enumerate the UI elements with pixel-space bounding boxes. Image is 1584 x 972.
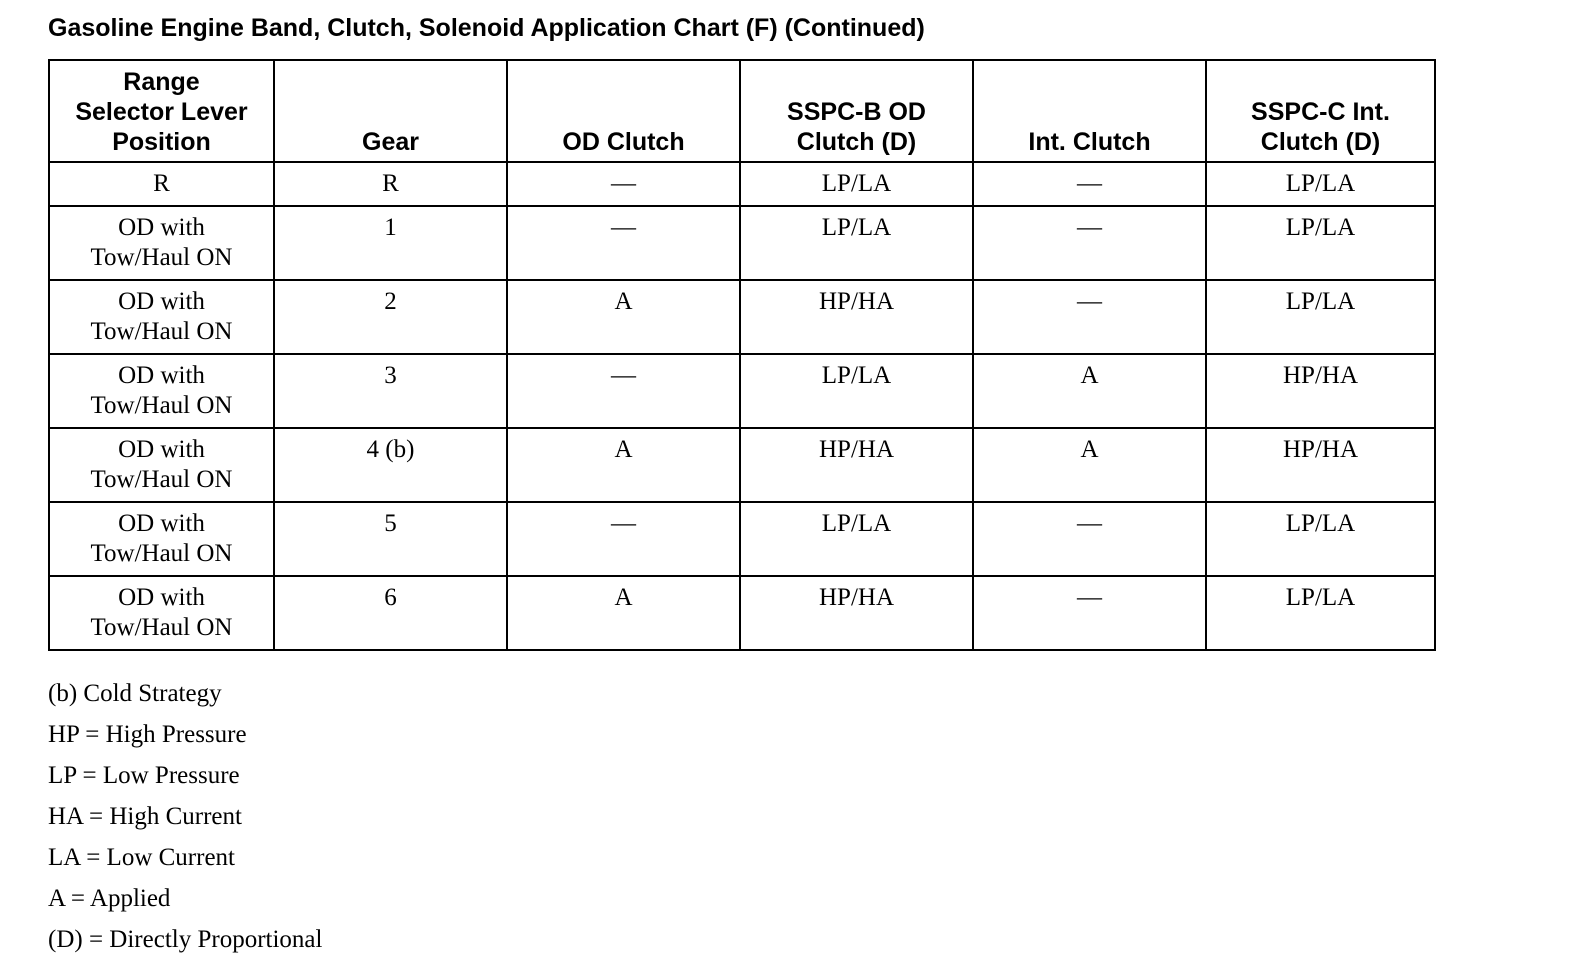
sspc-b-cell: HP/HA xyxy=(740,428,973,502)
position-line: Tow/Haul ON xyxy=(90,614,233,641)
header-od-clutch xyxy=(507,60,740,162)
table-header-row xyxy=(49,60,1435,162)
header-line: Gear xyxy=(362,128,419,156)
sspc-c-cell: LP/LA xyxy=(1206,162,1435,206)
header-line: Int. Clutch xyxy=(1028,128,1151,156)
position-line: OD with xyxy=(118,362,205,389)
position-line: R xyxy=(153,170,170,197)
table-row xyxy=(49,162,1435,206)
position-cell xyxy=(49,354,274,428)
legend-item: LP = Low Pressure xyxy=(48,762,240,789)
sspc-b-cell: LP/LA xyxy=(740,502,973,576)
position-cell xyxy=(49,206,274,280)
sspc-c-cell: LP/LA xyxy=(1206,280,1435,354)
int-clutch-cell: — xyxy=(973,206,1206,280)
gear-cell: 3 xyxy=(274,354,507,428)
header-line: Clutch (D) xyxy=(796,128,917,156)
sspc-b-cell: LP/LA xyxy=(740,162,973,206)
gear-cell: 4 (b) xyxy=(274,428,507,502)
gear-cell: 1 xyxy=(274,206,507,280)
header-range-selector-position xyxy=(49,60,274,162)
position-cell xyxy=(49,162,274,206)
position-line: OD with xyxy=(118,288,205,315)
header-line: Range xyxy=(123,68,200,96)
sspc-b-cell: HP/HA xyxy=(740,576,973,650)
table-row xyxy=(49,502,1435,576)
header-line: OD Clutch xyxy=(562,128,685,156)
gear-cell: R xyxy=(274,162,507,206)
od-clutch-cell: — xyxy=(507,502,740,576)
od-clutch-cell: — xyxy=(507,354,740,428)
int-clutch-cell: A xyxy=(973,354,1206,428)
header-line: SSPC-C Int. xyxy=(1251,98,1390,126)
int-clutch-cell: A xyxy=(973,428,1206,502)
od-clutch-cell: A xyxy=(507,428,740,502)
table-row xyxy=(49,206,1435,280)
int-clutch-cell: — xyxy=(973,502,1206,576)
legend-item: LA = Low Current xyxy=(48,844,235,871)
sspc-c-cell: HP/HA xyxy=(1206,428,1435,502)
position-line: Tow/Haul ON xyxy=(90,244,233,271)
legend-item: (b) Cold Strategy xyxy=(48,680,222,707)
od-clutch-cell: — xyxy=(507,162,740,206)
position-line: OD with xyxy=(118,214,205,241)
header-int-clutch xyxy=(973,60,1206,162)
table-row xyxy=(49,428,1435,502)
sspc-b-cell: LP/LA xyxy=(740,354,973,428)
position-line: Tow/Haul ON xyxy=(90,392,233,419)
sspc-b-cell: LP/LA xyxy=(740,206,973,280)
header-sspc-c-int-clutch xyxy=(1206,60,1435,162)
table-row xyxy=(49,576,1435,650)
position-line: Tow/Haul ON xyxy=(90,540,233,567)
position-line: OD with xyxy=(118,436,205,463)
sspc-c-cell: LP/LA xyxy=(1206,502,1435,576)
position-line: OD with xyxy=(118,584,205,611)
header-sspc-b-od-clutch xyxy=(740,60,973,162)
table-row xyxy=(49,280,1435,354)
table-body xyxy=(49,162,1435,650)
od-clutch-cell: A xyxy=(507,576,740,650)
sspc-c-cell: LP/LA xyxy=(1206,206,1435,280)
position-cell xyxy=(49,502,274,576)
sspc-b-cell: HP/HA xyxy=(740,280,973,354)
position-cell xyxy=(49,576,274,650)
header-line: Selector Lever xyxy=(75,98,248,126)
legend-item: (D) = Directly Proportional xyxy=(48,926,323,953)
gear-cell: 5 xyxy=(274,502,507,576)
legend-item: HP = High Pressure xyxy=(48,721,247,748)
legend-item: A = Applied xyxy=(48,885,171,912)
legend xyxy=(48,673,322,960)
position-line: Tow/Haul ON xyxy=(90,466,233,493)
header-line: Clutch (D) xyxy=(1260,128,1381,156)
header-line: Position xyxy=(112,128,211,156)
position-line: OD with xyxy=(118,510,205,537)
table-row xyxy=(49,354,1435,428)
page-title: Gasoline Engine Band, Clutch, Solenoid Application Chart (F) (Continued) xyxy=(48,14,925,42)
int-clutch-cell: — xyxy=(973,162,1206,206)
position-cell xyxy=(49,280,274,354)
od-clutch-cell: — xyxy=(507,206,740,280)
int-clutch-cell: — xyxy=(973,576,1206,650)
gear-cell: 6 xyxy=(274,576,507,650)
header-gear xyxy=(274,60,507,162)
position-cell xyxy=(49,428,274,502)
sspc-c-cell: LP/LA xyxy=(1206,576,1435,650)
header-line: SSPC-B OD xyxy=(787,98,926,126)
legend-item: HA = High Current xyxy=(48,803,242,830)
sspc-c-cell: HP/HA xyxy=(1206,354,1435,428)
od-clutch-cell: A xyxy=(507,280,740,354)
position-line: Tow/Haul ON xyxy=(90,318,233,345)
gear-cell: 2 xyxy=(274,280,507,354)
int-clutch-cell: — xyxy=(973,280,1206,354)
application-chart-table xyxy=(48,59,1436,651)
